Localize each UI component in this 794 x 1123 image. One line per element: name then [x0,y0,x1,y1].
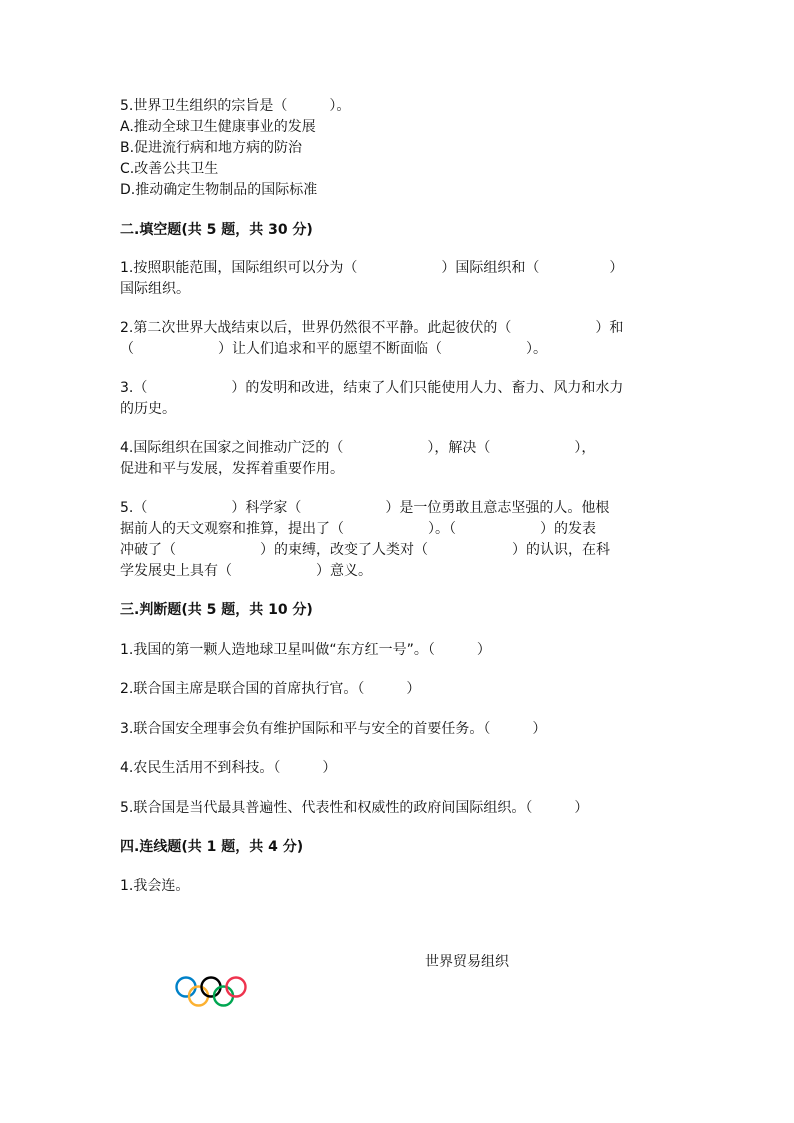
section-heading-matching: 四.连线题(共 1 题，共 4 分) [120,839,304,855]
judge-question-2: 2.联合国主席是联合国的首席执行官。（ ） [120,681,421,697]
ring-blue [177,978,196,997]
option-c: C.改善公共卫生 [120,161,219,177]
question-line: 5.（ ）科学家（ ）是一位勇敢且意志坚强的人。他根 [120,500,610,516]
question-line: 3.（ ）的发明和改进，结束了人们只能使用人力、畜力、风力和水力 [120,380,624,396]
fill-question-5 [120,498,676,582]
judge-question-1: 1.我国的第一颗人造地球卫星叫做“东方红一号”。（ ） [120,642,491,658]
option-a: A.推动全球卫生健康事业的发展 [120,119,316,135]
choice-question-5 [120,96,676,201]
fill-question-4 [120,438,676,480]
ring-black [202,978,221,997]
fill-question-2 [120,318,676,360]
question-line: 据前人的天文观察和推算，提出了（ ）。（ ）的发表 [120,521,596,537]
question-line: 1.按照职能范围，国际组织可以分为（ ）国际组织和（ ） [120,260,624,276]
question-line: 4.国际组织在国家之间推动广泛的（ ），解决（ ）， [120,440,596,456]
ring-green [214,987,233,1006]
question-line: 促进和平与发展，发挥着重要作用。 [120,461,344,477]
judge-question-3: 3.联合国安全理事会负有维护国际和平与安全的首要任务。（ ） [120,721,547,737]
question-stem: 5.世界卫生组织的宗旨是（ ）。 [120,98,351,114]
question-line: 国际组织。 [120,281,190,297]
question-line: 学发展史上具有（ ）意义。 [120,563,372,579]
ring-yellow [189,987,208,1006]
option-b: B.促进流行病和地方病的防治 [120,140,303,156]
question-line: （ ）让人们追求和平的愿望不断面临（ ）。 [120,341,547,357]
section-heading-fill-in: 二.填空题(共 5 题，共 30 分) [120,222,313,238]
ring-red [227,978,246,997]
matching-question-1: 1.我会连。 [120,878,190,894]
match-label-wto: 世界贸易组织 [425,954,509,970]
judge-question-4: 4.农民生活用不到科技。（ ） [120,760,337,776]
judge-question-5: 5.联合国是当代最具普遍性、代表性和权威性的政府间国际组织。（ ） [120,800,589,816]
question-line: 的历史。 [120,401,176,417]
question-line: 冲破了（ ）的束缚，改变了人类对（ ）的认识，在科 [120,542,610,558]
olympic-rings-icon [174,974,248,1010]
option-d: D.推动确定生物制品的国际标准 [120,182,318,198]
section-heading-true-false: 三.判断题(共 5 题，共 10 分) [120,602,313,618]
fill-question-3 [120,378,676,420]
question-line: 2.第二次世界大战结束以后，世界仍然很不平静。此起彼伏的（ ）和 [120,320,624,336]
fill-question-1 [120,258,676,300]
